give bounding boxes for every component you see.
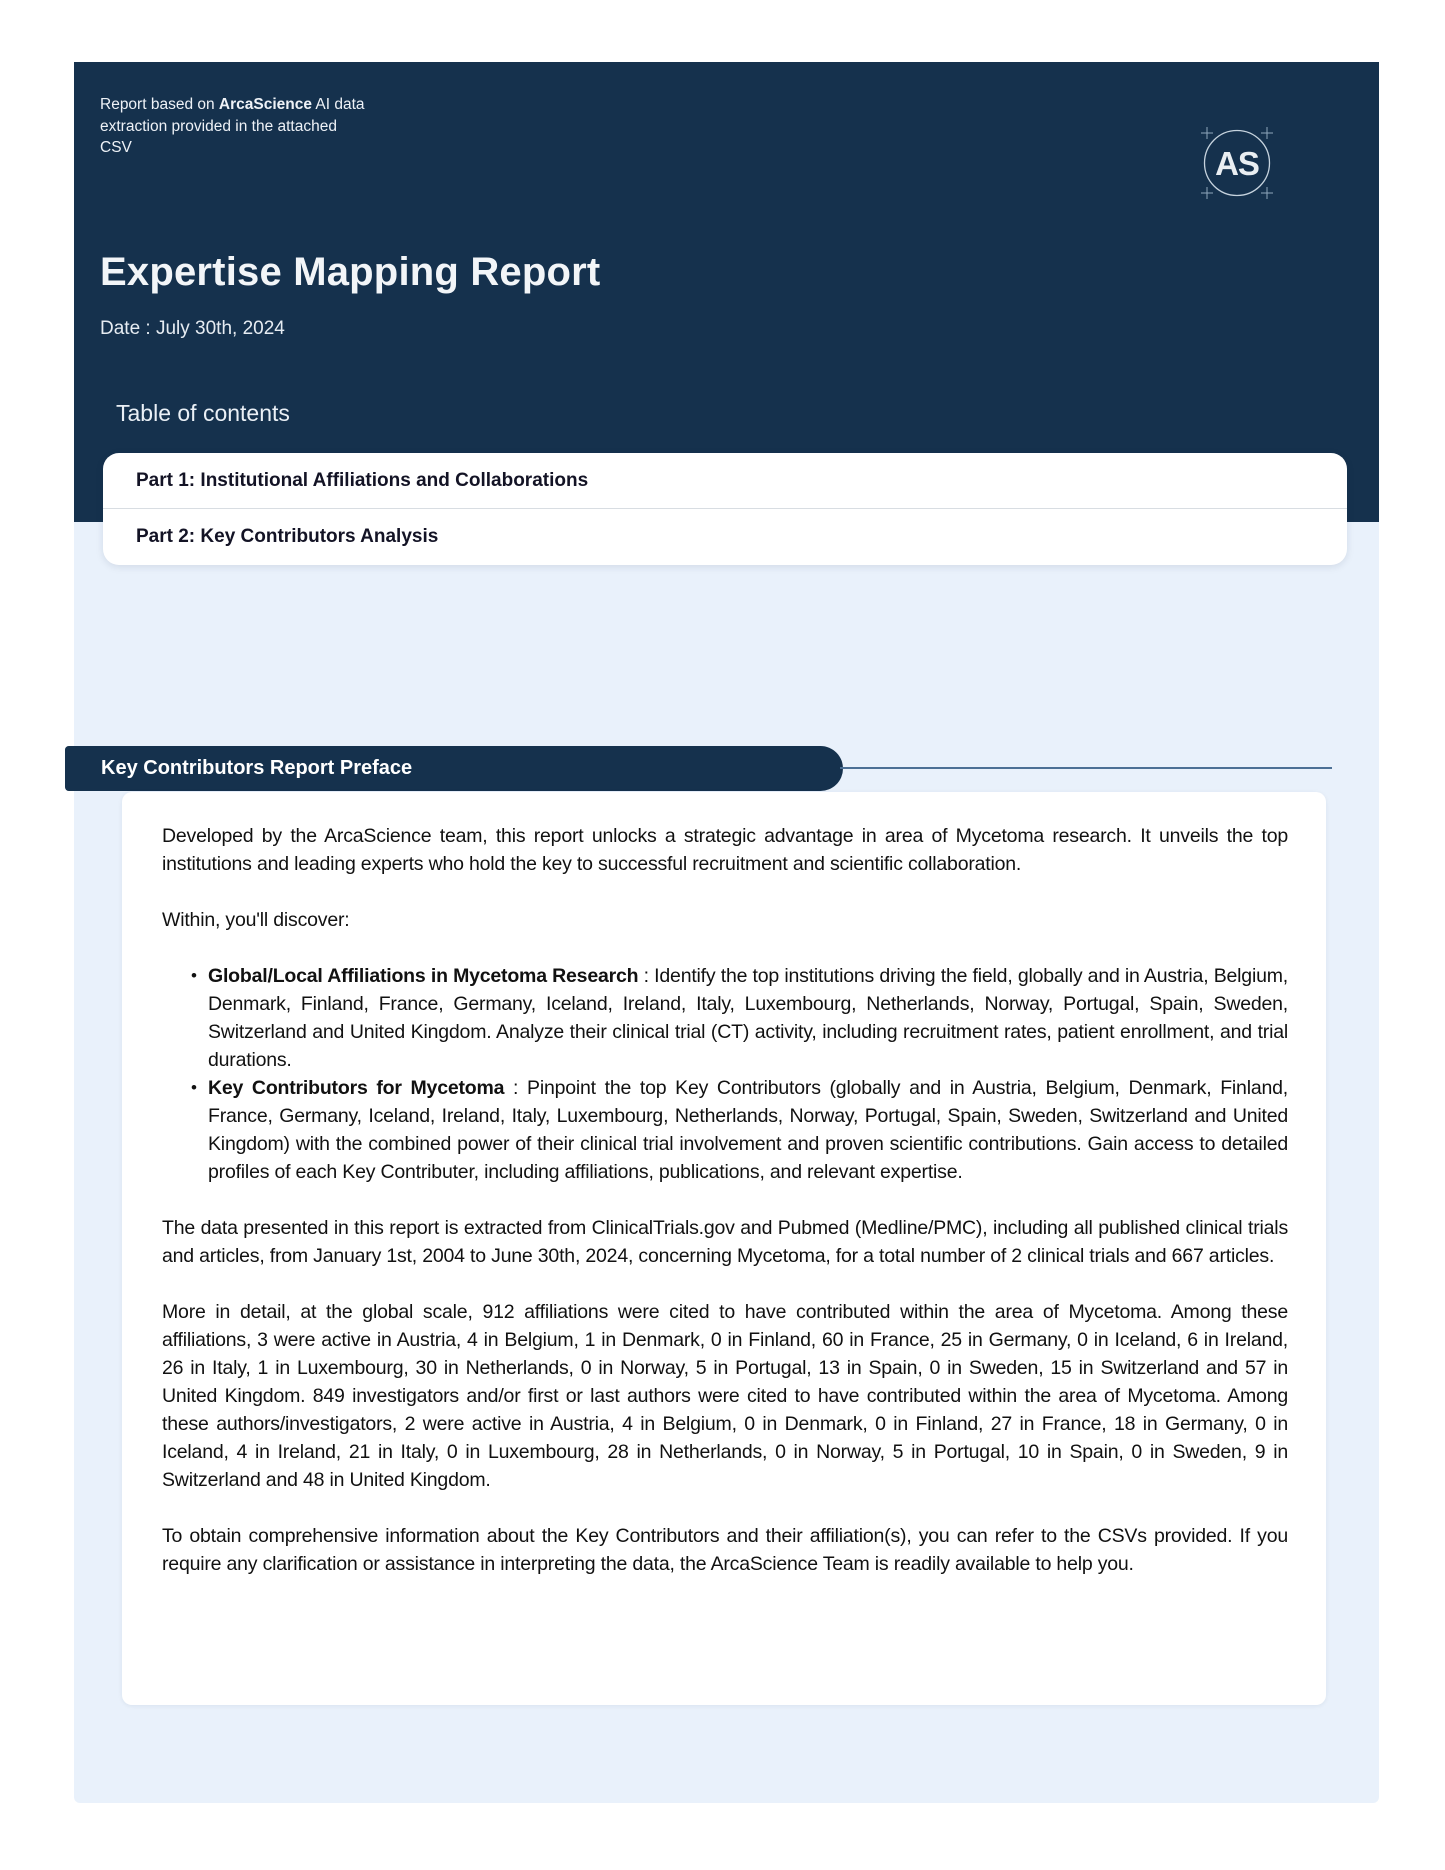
toc-item-part2[interactable]: Part 2: Key Contributors Analysis bbox=[136, 525, 439, 547]
preface-banner-rule bbox=[840, 767, 1332, 769]
report-source-note-suffix: AI data extraction provided in the attached CSV bbox=[100, 96, 365, 156]
sources-paragraph: The data presented in this report is extracted from ClinicalTrials.gov and Pubmed (Medline/PMC), including all published clinical trials and articles, from January 1st, 2004 to June 30th, 2024, concerning Mycetoma, for a total number of 2 clinical trials and 667 articles. bbox=[162, 1217, 1288, 1267]
report-source-note-prefix: Report based on bbox=[100, 96, 219, 113]
logo-text: AS bbox=[1215, 145, 1259, 182]
preface-intro-paragraph: Developed by the ArcaScience team, this report unlocks a strategic advantage in area of Mycetoma research. It unveils the top institutions and leading experts who hold the key to successful recruitment and scientific collaboration. bbox=[162, 825, 1288, 875]
page-title: Expertise Mapping Report bbox=[100, 250, 601, 294]
discover-list bbox=[162, 962, 1288, 1186]
toc-card bbox=[103, 453, 1347, 565]
closing-paragraph: To obtain comprehensive information about the Key Contributors and their affiliation(s), you can refer to the CSVs provided. If you require any clarification or assistance in interpreting the data, the ArcaScience Team is readily available to help you. bbox=[162, 1525, 1288, 1575]
discover-heading: Within, you'll discover: bbox=[162, 909, 350, 931]
as-logo-icon bbox=[1194, 120, 1280, 206]
list-item-contributors-lead: Key Contributors for Mycetoma bbox=[208, 1077, 505, 1099]
detail-paragraph: More in detail, at the global scale, 912 affiliations were cited to have contributed within the area of Mycetoma. Among these affiliations, 3 were active in Austria, 4 in Belgium, 1 in Denmark, 0 in Finland, 60 in France, 25 in Germany, 0 in Iceland, 6 in Ireland, 26 in Italy, 1 in Luxembourg, 30 in Netherlands, 0 in Norway, 5 in Portugal, 13 in Spain, 0 in Sweden, 15 in Switzerland and 57 in United Kingdom. 849 investigators and/or first or last authors were cited to have contributed within the area of Mycetoma. Among these authors/investigators, 2 were active in Austria, 4 in Belgium, 0 in Denmark, 0 in Finland, 27 in France, 18 in Germany, 0 in Iceland, 4 in Ireland, 21 in Italy, 0 in Luxembourg, 28 in Netherlands, 0 in Norway, 5 in Portugal, 10 in Spain, 0 in Sweden, 9 in Switzerland and 48 in United Kingdom. bbox=[162, 1301, 1288, 1491]
toc-heading: Table of contents bbox=[116, 400, 290, 426]
list-item-affiliations-text: : Identify the top institutions driving the field, globally and in Austria, Belgium, Denmark, Finland, France, Germany, Iceland, Ireland, Italy, Luxembourg, Netherlands, Norway, Portugal, Spain, Sweden, Switzerland and United Kingdom. Analyze their clinical trial (CT) activity, including recruitment rates, patient enrollment, and trial durations. bbox=[208, 965, 1288, 1071]
preface-body-card bbox=[122, 792, 1326, 1705]
arcascience-logo bbox=[1194, 120, 1280, 206]
report-date: Date : July 30th, 2024 bbox=[100, 318, 285, 339]
list-item-contributors-text: : Pinpoint the top Key Contributors (globally and in Austria, Belgium, Denmark, Finland, France, Germany, Iceland, Ireland, Italy, Luxembourg, Netherlands, Norway, Portugal, Spain, Sweden, Switzerland and United Kingdom) with the combined power of their clinical trial involvement and proven scientific contributions. Gain access to detailed profiles of each Key Contributer, including affiliations, publications, and relevant expertise. bbox=[208, 1077, 1288, 1183]
list-item-affiliations-lead: Global/Local Affiliations in Mycetoma Research bbox=[208, 965, 639, 987]
report-source-note bbox=[100, 94, 368, 159]
toc-item-part1[interactable]: Part 1: Institutional Affiliations and Collaborations bbox=[103, 453, 1347, 509]
brand-name: ArcaScience bbox=[218, 96, 312, 113]
preface-banner: Key Contributors Report Preface bbox=[65, 746, 843, 791]
list-item-contributors bbox=[208, 1074, 1288, 1186]
list-item-affiliations bbox=[208, 962, 1288, 1074]
